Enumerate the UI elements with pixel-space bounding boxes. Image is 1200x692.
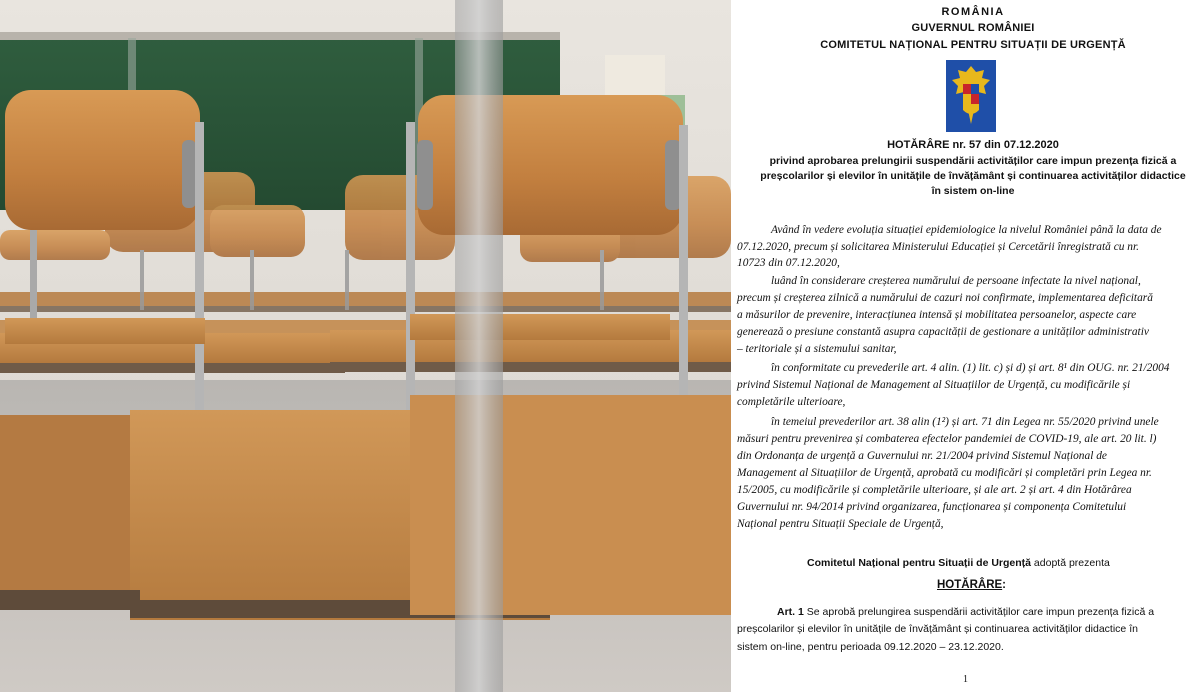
subject-line-1: privind aprobarea prelungirii suspendării activităților care impun prezența fizică a <box>769 155 1177 167</box>
preamble-line: Guvernului nr. 94/2014 privind organizarea, funcționarea și componența Comitetului <box>737 501 1127 513</box>
committee-heading: COMITETUL NAȚIONAL PENTRU SITUAȚII DE URGENȚĂ <box>820 39 1126 51</box>
preamble-line: măsuri pentru prevenirea și combaterea efectelor pandemiei de COVID-19, ale art. 20 lit. l) <box>737 433 1157 445</box>
preamble-line: a măsurilor de prevenire, interacțiunea intensă și mobilitatea persoanelor, aspecte care <box>737 309 1137 321</box>
decision-title: HOTĂRÂRE nr. 57 din 07.12.2020 <box>887 139 1059 151</box>
preamble-line: Management al Situațiilor de Urgență, aprobată cu modificări și completări prin Legea nr. <box>737 467 1152 479</box>
preamble-line: generează o presiune constantă asupra capacității de gestionare a unităților administrativ <box>737 326 1149 338</box>
preamble-line: în temeiul prevederilor art. 38 alin (1²) și art. 71 din Legea nr. 55/2020 privind unele <box>771 416 1159 428</box>
adopts-committee: Comitetul Național pentru Situații de Urgență <box>807 557 1032 569</box>
subject-line-2: preșcolarilor și elevilor în unitățile de învățământ și continuarea activităților didactice <box>760 170 1186 182</box>
preamble-line: privind Sistemul Național de Management al Situațiilor de Urgență, cu modificările și <box>737 379 1131 391</box>
article-1-line-3: sistem on-line, pentru perioada 09.12.2020 – 23.12.2020. <box>737 641 1004 653</box>
preamble-line: precum și creșterea zilnică a numărului de cazuri noi confirmate, implementarea deficitară <box>737 292 1153 304</box>
country-heading: ROMÂNIA <box>941 6 1005 18</box>
preamble-line: 07.12.2020, precum și solicitarea Ministerului Educației și Cercetării înregistrată cu nr. <box>737 241 1140 253</box>
hotarare-word: HOTĂRÂRE <box>937 579 1003 591</box>
subject-line-3: în sistem on-line <box>931 185 1015 197</box>
article-1-line-1 <box>777 605 1154 619</box>
article-1-label: Art. 1 <box>777 606 804 618</box>
hotarare-colon: : <box>1002 579 1007 591</box>
preamble-line: – teritoriale și a sistemului sanitar, <box>737 343 897 355</box>
foreground-pole <box>455 0 503 692</box>
page-number: 1 <box>963 674 968 685</box>
preamble-line: din Ordonanța de urgență a Guvernului nr. 21/2004 privind Sistemul Național de <box>737 450 1107 462</box>
decision-document <box>733 0 1200 692</box>
government-heading: GUVERNUL ROMÂNIEI <box>911 22 1035 34</box>
preamble-line: Având în vedere evoluția situației epidemiologice la nivelul României până la data de <box>771 224 1162 236</box>
preamble-line: 10723 din 07.12.2020, <box>737 257 840 269</box>
article-1-line-2: preșcolarilor și elevilor în unitățile de învățământ și continuarea activităților didactice în <box>737 623 1138 635</box>
adopts-line <box>807 556 1110 570</box>
preamble-line: 15/2005, cu modificările și completările ulterioare, și ale art. 2 și art. 4 din Hotărârea <box>737 484 1132 496</box>
wall-poster <box>605 55 665 95</box>
preamble-line: luând în considerare creșterea numărului de persoane infectate la nivel național, <box>771 275 1141 287</box>
preamble-line: completările ulterioare, <box>737 396 846 408</box>
article-1-text: Se aprobă prelungirea suspendării activităților care impun prezența fizică a <box>803 606 1155 618</box>
coat-of-arms-icon <box>946 60 996 132</box>
preamble-line: în conformitate cu prevederile art. 4 alin. (1) lit. c) și d) și art. 8¹ din OUG. nr. 21/2004 <box>771 362 1170 374</box>
preamble-line: Național pentru Situații Speciale de Urgență, <box>737 518 944 530</box>
foreground-desks <box>0 395 731 620</box>
hotarare-heading <box>937 578 1006 592</box>
adopts-rest: adoptă prezenta <box>1031 557 1110 569</box>
